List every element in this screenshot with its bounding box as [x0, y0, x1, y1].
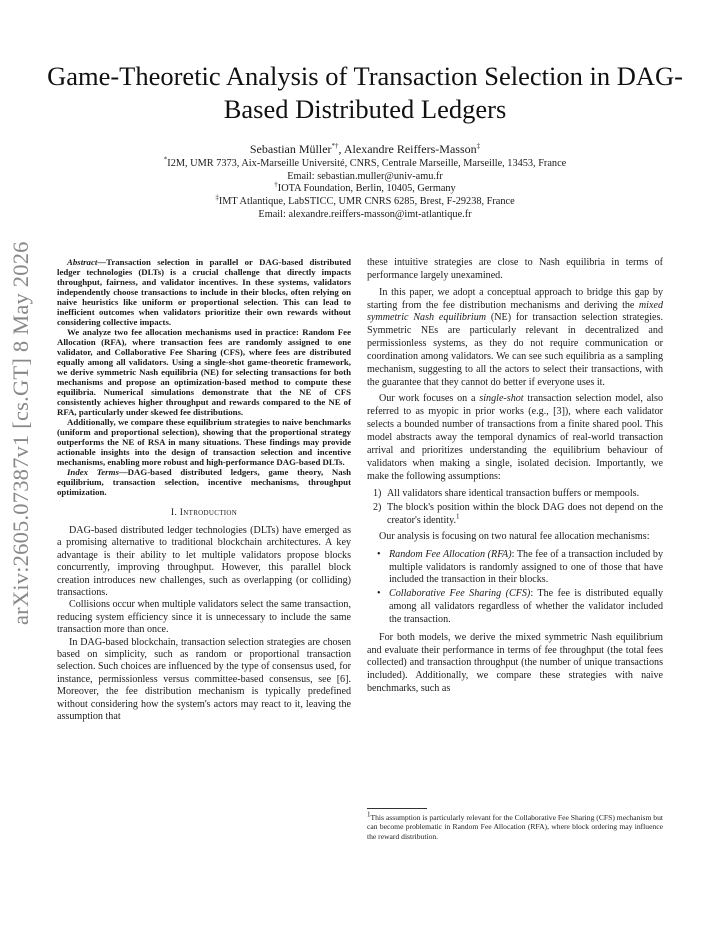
author-1-marks: *†: [331, 142, 339, 150]
body-paragraph: [367, 287, 663, 390]
text-span: (NE) for transaction selection strategies. Symmetric NEs are particularly relevant in decentralized and permissionless systems, as they do not require communication or coordination among validators. We can see such equilibria as a sampling mechanism, suggesting to all the actors to select their transactions, with the guarantee that they cannot do better if everyone uses it.: [367, 312, 663, 388]
abstract-dash: —: [97, 257, 107, 267]
footnote-text: This assumption is particularly relevant for the Collaborative Fee Sharing (CFS) mechanism but can become problematic in Random Fee Allocation (RFA), where block ordering may influence the reward distribution.: [367, 813, 663, 841]
abstract-label: Abstract: [67, 257, 98, 267]
author-2: Alexandre Reiffers-Masson: [343, 142, 477, 156]
arxiv-identifier[interactable]: arXiv:2605.07387v1 [cs.GT] 8 May 2026: [8, 241, 33, 625]
abstract-paragraph: Additionally, we compare these equilibrium strategies to naive benchmarks (uniform and proportional selection), showing that the proportional strategy outperforms the NE of RSA in many situations. These findings may provide actionable insights into the design of transaction selection and incentive mechanisms, enabling more robust and high-performance DAG-based DLTs.: [57, 417, 351, 467]
abstract: [57, 257, 351, 497]
body-paragraph: In DAG-based blockchain, transaction selection strategies are chosen based on simplicity, such as random or proportional transaction selection. Such choices are influenced by the type of consensus used, for instance, permissionless versus committee-based consensus, see [6]. Moreover, the fee distribution mechanism is typically predefined without considering how the system's actors may react to it, leaving the assumption that: [57, 636, 351, 723]
author-1: Sebastian Müller: [249, 142, 332, 156]
footnote-divider: [367, 808, 427, 809]
footnote: [367, 810, 663, 841]
author-separator: ,: [338, 142, 344, 156]
mechanism-list: [367, 549, 663, 627]
index-terms-dash: —: [118, 467, 128, 477]
affiliation-mark: ‡: [215, 193, 219, 202]
body-paragraph: Collisions occur when multiple validators select the same transaction, reducing system efficiency since it is unnecessary to include the same transaction more than once.: [57, 599, 351, 636]
body-paragraph: Our analysis is focusing on two natural fee allocation mechanisms:: [379, 530, 650, 542]
emphasis-text: mixed symmetric Nash equilibrium: [367, 299, 663, 324]
assumption-item: [367, 488, 663, 501]
abstract-text: Transaction selection in parallel or DAG-based distributed ledger technologies (DLTs) is a crucial challenge that directly impacts throughput, fairness, and validator incentives. In these systems, validators independently choose transactions to include in their blocks, often relying on naive heuristics like uniform or proportional selection. This can lead to inefficient outcomes when validators prioritize their own rewards without considering collective impacts.: [57, 257, 351, 327]
affiliation-line: [60, 171, 670, 184]
assumption-text: All validators share identical transaction buffers or mempools.: [387, 488, 640, 500]
text-span: transaction selection model, also referred to as myopic in prior works (e.g., [3]), where each validator selects a bounded number of transactions from a finite shared pool. This model abstracts away the temporal dynamics of real-world transaction arrival and prioritizes understanding the equilibrium behaviour of validators when making a single, isolated decision. Importantly, we make the following assumptions:: [367, 393, 664, 482]
left-column: [57, 257, 351, 724]
section-heading: I. Introduction: [170, 507, 238, 518]
affiliation-text: IOTA Foundation, Berlin, 10405, Germany: [277, 183, 456, 195]
mechanism-name: Collaborative Fee Sharing (CFS): [389, 588, 531, 600]
author-names: [60, 143, 670, 156]
index-terms-label: Index Terms: [67, 467, 119, 477]
mechanism-text: : The fee of a transaction included by multiple validators is randomly assigned to one of those that have included the transaction in their blocks.: [389, 548, 663, 586]
paper-title: Game-Theoretic Analysis of Transaction Selection in DAG-Based Distributed Ledgers: [47, 61, 683, 124]
affiliation-text: IMT Atlantique, LabSTICC, UMR CNRS 6285, Brest, F-29238, France: [218, 196, 515, 208]
mechanism-item: [367, 549, 663, 588]
affiliation-mark: *: [163, 155, 168, 164]
author-2-marks: ‡: [476, 142, 481, 150]
affiliation-line: [60, 193, 670, 209]
body-paragraph: these intuitive strategies are close to Nash equilibria in terms of performance largely unexamined.: [367, 257, 663, 281]
abstract-paragraph: We analyze two fee allocation mechanisms used in practice: Random Fee Allocation (RFA), where transaction fees are randomly assigned to one validator, and Collaborative Fee Sharing (CFS), where fees are distributed equally among all validators. Using a single-shot game-theoretic framework, we derive symmetric Nash equilibria (NE) for selecting transactions for both mechanisms and propose an optimization-based method to compute these equilibria. Numerical simulations demonstrate that the NE of CFS consistently achieves higher throughput and rewards compared to the NE of RFA, particularly under skewed fee distributions.: [57, 327, 351, 417]
mechanism-name: Random Fee Allocation (RFA): [389, 548, 512, 560]
emphasis-text: single-shot: [479, 393, 524, 405]
email-text[interactable]: Email: alexandre.reiffers-masson@imt-atlantique.fr: [258, 208, 472, 220]
email-text[interactable]: Email: sebastian.muller@univ-amu.fr: [287, 170, 443, 182]
affiliation-line: [60, 209, 670, 222]
affiliation-mark: †: [274, 180, 278, 189]
assumption-item: [367, 502, 663, 528]
assumption-number: 2): [373, 502, 382, 514]
mechanism-text: : The fee is distributed equally among all validators regardless of whether the validator included the transaction.: [389, 588, 664, 625]
text-span: Our work focuses on a: [379, 393, 480, 405]
affiliation-line: [60, 155, 670, 171]
right-column: [367, 257, 663, 696]
bullet-icon: •: [377, 548, 381, 560]
affiliation-text: I2M, UMR 7373, Aix-Marseille Université, CNRS, Centrale Marseille, Marseille, 13453, France: [167, 158, 567, 169]
text-span: In this paper, we adopt a conceptual approach to bridge this gap by starting from the fee distribution mechanisms and deriving the: [367, 286, 663, 311]
assumption-list: [367, 488, 663, 528]
body-paragraph: For both models, we derive the mixed symmetric Nash equilibrium and evaluate their performance in terms of fee throughput (the total fees collected) and transaction throughput (the number of unique transactions included). Additionally, we compare these strategies with naive benchmarks, such as: [367, 631, 663, 695]
bullet-icon: •: [377, 588, 381, 600]
mechanism-item: [367, 588, 663, 627]
body-paragraph: [367, 393, 663, 483]
affiliation-line: [60, 180, 670, 196]
assumption-number: 1): [373, 488, 382, 500]
footnote-mark: 1: [367, 810, 371, 819]
body-paragraph: DAG-based distributed ledger technologies (DLTs) have emerged as a promising alternative to traditional blockchain architectures. A key advantage is their ability to let multiple validators propose blocks concurrently, improving throughput. However, this parallel block creation introduces new challenges, such as overlapping (or colliding) transactions.: [57, 525, 351, 599]
index-terms-text: DAG-based distributed ledgers, game theory, Nash equilibrium, transaction selection, incentive mechanisms, throughput optimization.: [57, 467, 351, 497]
footnote-ref[interactable]: 1: [456, 512, 460, 521]
abstract-paragraph: [57, 257, 351, 327]
author-block: [60, 143, 670, 222]
index-terms: [57, 467, 351, 497]
assumption-text: The block's position within the block DAG does not depend on the creator's identity.: [387, 502, 663, 527]
